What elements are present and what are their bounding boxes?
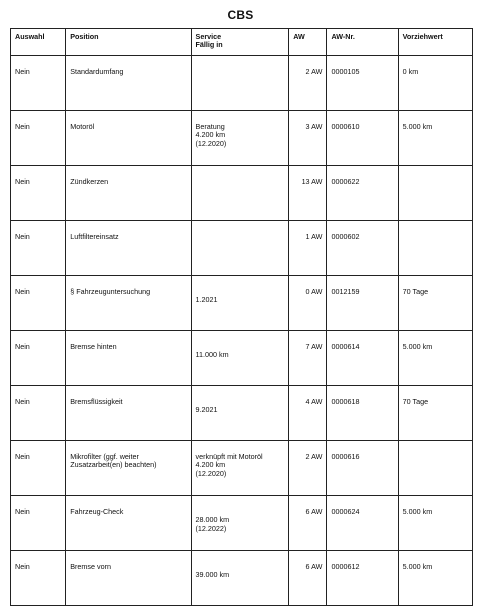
cell-vorziehwert: 5.000 km bbox=[398, 551, 472, 606]
cell-position bbox=[66, 276, 191, 331]
cell-auswahl: Nein bbox=[11, 111, 66, 166]
cell-awnr: 0000610 bbox=[327, 111, 398, 166]
cell-position-line: Zusatzarbeit(en) beachten) bbox=[70, 460, 157, 470]
table-row bbox=[11, 111, 473, 166]
cell-service-line: (12.2020) bbox=[195, 468, 227, 478]
header-awnr: AW-Nr. bbox=[327, 29, 398, 56]
cell-vorziehwert bbox=[398, 221, 472, 276]
cell-awnr: 0000614 bbox=[327, 331, 398, 386]
header-position: Position bbox=[66, 29, 191, 56]
cell-aw: 6 AW bbox=[289, 551, 327, 606]
header-service-line1: Service bbox=[195, 32, 222, 41]
cell-aw: 0 AW bbox=[289, 276, 327, 331]
cell-service bbox=[191, 496, 289, 551]
header-aw: AW bbox=[289, 29, 327, 56]
cell-spacer bbox=[196, 508, 285, 516]
table-row bbox=[11, 386, 473, 441]
table-row bbox=[11, 331, 473, 386]
header-service-line2: Fällig in bbox=[195, 40, 223, 50]
table-row bbox=[11, 496, 473, 551]
cell-auswahl: Nein bbox=[11, 331, 66, 386]
page-title: CBS bbox=[227, 8, 254, 22]
cell-service-line: 11.000 km bbox=[195, 350, 229, 360]
cell-auswahl: Nein bbox=[11, 221, 66, 276]
cell-position-line: Mikrofilter (ggf. weiter bbox=[70, 452, 139, 461]
cell-position bbox=[66, 56, 191, 111]
cell-service-line: verknüpft mit Motoröl bbox=[195, 452, 263, 461]
cell-service-line: 4.200 km bbox=[195, 460, 226, 470]
cell-aw: 4 AW bbox=[289, 386, 327, 441]
cell-spacer bbox=[196, 563, 285, 571]
cell-vorziehwert bbox=[398, 441, 472, 496]
cell-service-line: (12.2022) bbox=[195, 523, 227, 533]
header-row bbox=[11, 29, 473, 56]
table-body bbox=[11, 56, 473, 606]
cell-awnr: 0000612 bbox=[327, 551, 398, 606]
cell-position-line: Zündkerzen bbox=[70, 177, 109, 186]
cell-auswahl: Nein bbox=[11, 441, 66, 496]
cell-vorziehwert: 5.000 km bbox=[398, 496, 472, 551]
cell-service bbox=[191, 441, 289, 496]
cell-position bbox=[66, 331, 191, 386]
cell-auswahl: Nein bbox=[11, 386, 66, 441]
cell-auswahl: Nein bbox=[11, 56, 66, 111]
cell-awnr: 0000624 bbox=[327, 496, 398, 551]
cell-auswahl: Nein bbox=[11, 166, 66, 221]
cell-service-line: 39.000 km bbox=[195, 570, 230, 580]
cell-awnr: 0000622 bbox=[327, 166, 398, 221]
header-vorziehwert: Vorziehwert bbox=[398, 29, 472, 56]
cell-position-line: Bremsflüssigkeit bbox=[70, 397, 123, 406]
cell-aw: 3 AW bbox=[289, 111, 327, 166]
cell-awnr: 0000602 bbox=[327, 221, 398, 276]
cell-aw: 7 AW bbox=[289, 331, 327, 386]
cell-position bbox=[66, 166, 191, 221]
cell-awnr: 0000105 bbox=[327, 56, 398, 111]
cell-awnr: 0012159 bbox=[327, 276, 398, 331]
cell-service bbox=[191, 111, 289, 166]
table-row bbox=[11, 56, 473, 111]
cell-position-line: § Fahrzeuguntersuchung bbox=[70, 287, 151, 296]
cell-vorziehwert: 70 Tage bbox=[398, 276, 472, 331]
cell-position bbox=[66, 496, 191, 551]
table-row bbox=[11, 551, 473, 606]
cell-service-line: 9.2021 bbox=[195, 405, 218, 415]
cell-aw: 2 AW bbox=[289, 56, 327, 111]
header-service bbox=[191, 29, 289, 56]
table-row bbox=[11, 441, 473, 496]
cell-service bbox=[191, 276, 289, 331]
cell-auswahl: Nein bbox=[11, 276, 66, 331]
cbs-table bbox=[10, 28, 473, 606]
cell-service bbox=[191, 331, 289, 386]
cell-vorziehwert bbox=[398, 166, 472, 221]
cell-service bbox=[191, 166, 289, 221]
cell-position bbox=[66, 221, 191, 276]
cell-service-line: 4.200 km bbox=[195, 130, 226, 140]
cell-vorziehwert: 0 km bbox=[398, 56, 472, 111]
table-row bbox=[11, 221, 473, 276]
cell-position bbox=[66, 111, 191, 166]
cell-position bbox=[66, 551, 191, 606]
cell-vorziehwert: 5.000 km bbox=[398, 331, 472, 386]
cell-aw: 6 AW bbox=[289, 496, 327, 551]
cell-service bbox=[191, 221, 289, 276]
cell-awnr: 0000618 bbox=[327, 386, 398, 441]
cell-vorziehwert: 5.000 km bbox=[398, 111, 472, 166]
cell-service bbox=[191, 56, 289, 111]
cell-awnr: 0000616 bbox=[327, 441, 398, 496]
cell-service-line: Beratung bbox=[195, 122, 225, 131]
cell-aw: 13 AW bbox=[289, 166, 327, 221]
table-row bbox=[11, 166, 473, 221]
cell-auswahl: Nein bbox=[11, 551, 66, 606]
cell-position-line: Standardumfang bbox=[70, 67, 124, 76]
cell-service-line: 1.2021 bbox=[195, 295, 218, 305]
cell-position-line: Bremse vorn bbox=[70, 562, 111, 571]
cell-aw: 2 AW bbox=[289, 441, 327, 496]
cell-position-line: Bremse hinten bbox=[70, 342, 117, 351]
cell-vorziehwert: 70 Tage bbox=[398, 386, 472, 441]
cell-service-line: (12.2020) bbox=[195, 138, 227, 148]
cell-position-line: Motoröl bbox=[70, 122, 95, 131]
cell-service-line: 28.000 km bbox=[195, 515, 230, 525]
table-row bbox=[11, 276, 473, 331]
cell-position-line: Fahrzeug-Check bbox=[70, 507, 124, 516]
cell-position bbox=[66, 441, 191, 496]
cell-auswahl: Nein bbox=[11, 496, 66, 551]
cell-position bbox=[66, 386, 191, 441]
header-auswahl: Auswahl bbox=[11, 29, 66, 56]
cell-service bbox=[191, 551, 289, 606]
cell-position-line: Luftfiltereinsatz bbox=[70, 232, 119, 241]
cell-aw: 1 AW bbox=[289, 221, 327, 276]
cell-service bbox=[191, 386, 289, 441]
